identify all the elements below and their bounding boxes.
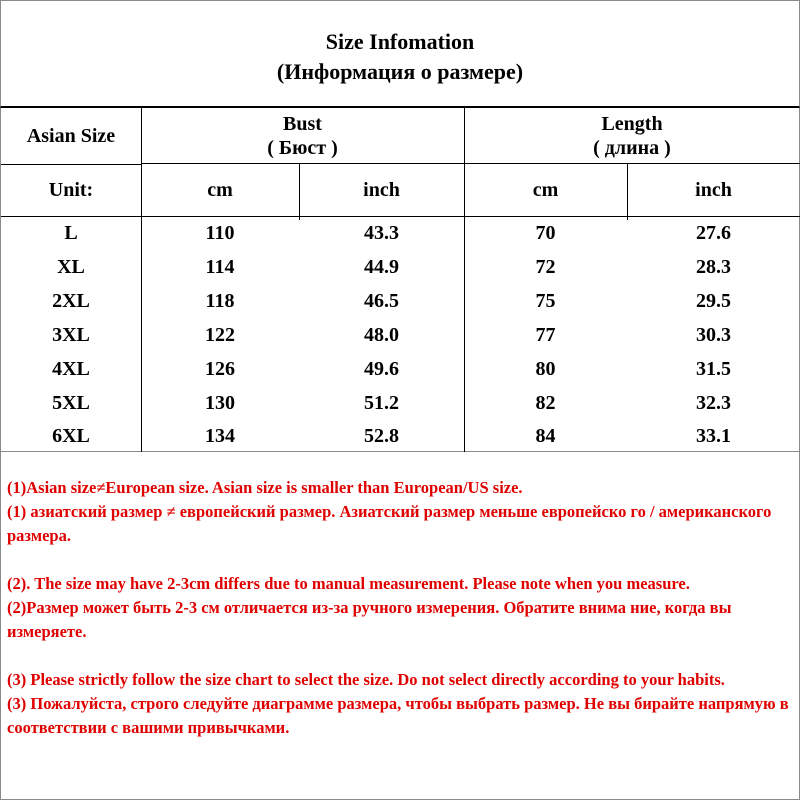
title-russian: (Информация о размере) — [276, 59, 524, 84]
note-spacer — [7, 548, 793, 572]
header-bust-inch: inch — [363, 179, 400, 201]
header-bust-cm: cm — [207, 179, 233, 201]
length-inch-cell: 30.3 — [696, 324, 731, 346]
length-inch-cell: 31.5 — [696, 358, 731, 380]
bust-cm-cell: 122 — [205, 324, 235, 346]
length-inch-cell: 28.3 — [696, 256, 731, 278]
size-cell: 2XL — [52, 290, 90, 312]
header-bust-label: Bust — [283, 113, 322, 135]
length-inch-cell: 27.6 — [696, 222, 731, 244]
title-box — [0, 0, 800, 108]
length-cm-cell: 80 — [535, 358, 556, 380]
bust-cm-cell: 110 — [205, 222, 235, 244]
length-inch-cell: 33.1 — [696, 425, 731, 447]
note-3-russian: (3) Пожалуйста, строго следуйте диаграмме размера, чтобы выбрать размер. Не вы бирайте напрямую в соответствии с вашими привычками. — [7, 694, 789, 737]
header-length-inch: inch — [695, 179, 732, 201]
bust-inch-cell: 43.3 — [364, 222, 399, 244]
bust-inch-cell: 44.9 — [364, 256, 399, 278]
length-inch-cell: 32.3 — [696, 392, 731, 414]
note-spacer — [7, 644, 793, 668]
size-cell: XL — [57, 256, 85, 278]
length-cm-cell: 82 — [535, 392, 556, 414]
header-length-russian: ( длина ) — [593, 137, 671, 159]
title-english: Size Infomation — [325, 29, 475, 54]
bust-cm-cell: 118 — [205, 290, 235, 312]
header-unit: Unit: — [48, 179, 94, 201]
length-cm-cell: 75 — [535, 290, 556, 312]
bust-cm-cell: 134 — [205, 425, 235, 447]
bust-cm-cell: 126 — [205, 358, 235, 380]
note-1-english: (1)Asian size≠European size. Asian size is smaller than European/US size. — [7, 478, 523, 497]
header-length — [464, 108, 800, 164]
note-2-english: (2). The size may have 2-3cm differs due to manual measurement. Please note when you measure. — [7, 574, 690, 593]
size-cell: L — [64, 222, 78, 244]
header-asian-size-label: Asian Size — [26, 125, 116, 147]
size-cell: 6XL — [52, 425, 90, 447]
length-cm-cell: 72 — [535, 256, 556, 278]
note-2-russian: (2)Размер может быть 2-3 см отличается из-за ручного измерения. Обратите внима ние, когда вы измеряете. — [7, 598, 732, 641]
note-3-english: (3) Please strictly follow the size chart to select the size. Do not select directly according to your habits. — [7, 670, 725, 689]
length-inch-cell: 29.5 — [696, 290, 731, 312]
bust-inch-cell: 49.6 — [364, 358, 399, 380]
size-cell: 5XL — [52, 392, 90, 414]
note-1-russian: (1) азиатский размер ≠ европейский размер. Азиатский размер меньше европейско го / американского размера. — [7, 502, 772, 545]
header-asian-size — [1, 108, 141, 164]
header-bust — [141, 108, 464, 164]
header-length-cm: cm — [532, 179, 559, 201]
notes-section — [0, 452, 800, 800]
bust-cm-cell: 114 — [205, 256, 235, 278]
bust-cm-cell: 130 — [205, 392, 235, 414]
bust-inch-cell: 52.8 — [364, 425, 399, 447]
length-cm-cell: 77 — [535, 324, 556, 346]
size-table — [0, 108, 800, 452]
bust-inch-cell: 48.0 — [364, 324, 399, 346]
length-cm-cell: 70 — [535, 222, 556, 244]
size-cell: 4XL — [52, 358, 90, 380]
bust-inch-cell: 51.2 — [364, 392, 399, 414]
header-length-label: Length — [601, 113, 663, 135]
bust-inch-cell: 46.5 — [364, 290, 399, 312]
header-bust-russian: ( Бюст ) — [267, 137, 338, 159]
length-cm-cell: 84 — [535, 425, 556, 447]
size-cell: 3XL — [52, 324, 90, 346]
